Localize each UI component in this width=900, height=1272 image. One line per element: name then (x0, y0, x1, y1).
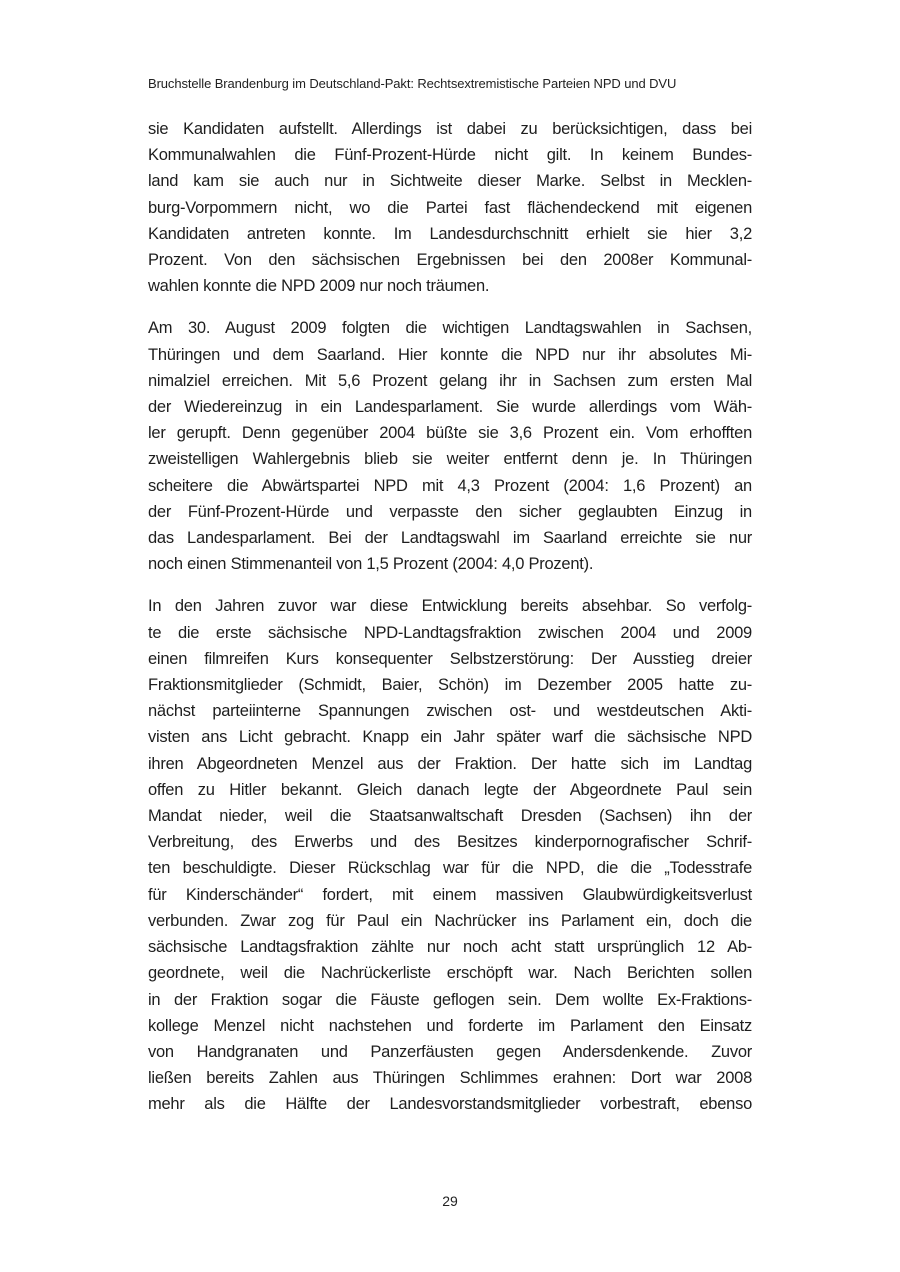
text-line: geordnete, weil die Nachrückerliste erschöpft war. Nach Berichten sollen (148, 964, 752, 983)
text-line: mehr als die Hälfte der Landesvorstandsmitglieder vorbestraft, ebenso (148, 1095, 752, 1114)
text-line: sie Kandidaten aufstellt. Allerdings ist dabei zu berücksichtigen, dass bei (148, 120, 752, 138)
text-line: Prozent. Von den sächsischen Ergebnissen bei den 2008er Kommunal- (148, 251, 752, 270)
text-line: der Wiedereinzug in ein Landesparlament. Sie wurde allerdings vom Wäh- (148, 398, 752, 417)
text-line: für Kinderschänder“ fordert, mit einem massiven Glaubwürdigkeitsverlust (148, 885, 752, 904)
text-line: ließen bereits Zahlen aus Thüringen Schlimmes erahnen: Dort war 2008 (148, 1069, 752, 1088)
text-line: visten ans Licht gebracht. Knapp ein Jahr später warf die sächsische NPD (148, 728, 752, 747)
text-line: scheitere die Abwärtspartei NPD mit 4,3 Prozent (2004: 1,6 Prozent) an (148, 476, 752, 495)
text-line: In den Jahren zuvor war diese Entwicklung bereits absehbar. So verfolg- (148, 597, 752, 616)
text-line: der Fünf-Prozent-Hürde und verpasste den sicher geglaubten Einzug in (148, 502, 752, 521)
text-line: einen filmreifen Kurs konsequenter Selbstzerstörung: Der Ausstieg dreier (148, 649, 752, 668)
paragraph-1 (148, 116, 752, 299)
text-line: verbunden. Zwar zog für Paul ein Nachrücker ins Parlament ein, doch die (148, 911, 752, 930)
text-line: Mandat nieder, weil die Staatsanwaltschaft Dresden (Sachsen) ihn der (148, 807, 752, 826)
body-text (148, 116, 752, 1134)
text-line: Kandidaten antreten konnte. Im Landesdurchschnitt erhielt sie hier 3,2 (148, 224, 752, 243)
text-line: te die erste sächsische NPD-Landtagsfraktion zwischen 2004 und 2009 (148, 623, 752, 642)
text-line: kollege Menzel nicht nachstehen und forderte im Parlament den Einsatz (148, 1016, 752, 1035)
page-number: 29 (442, 1193, 458, 1209)
text-line: Thüringen und dem Saarland. Hier konnte die NPD nur ihr absolutes Mi- (148, 345, 752, 364)
text-line: burg-Vorpommern nicht, wo die Partei fast flächendeckend mit eigenen (148, 198, 752, 217)
text-line: Verbreitung, des Erwerbs und des Besitzes kinderpornografischer Schrif- (148, 833, 752, 852)
running-header: Bruchstelle Brandenburg im Deutschland-Pakt: Rechtsextremistische Parteien NPD und DVU (148, 76, 677, 91)
text-line: ten beschuldigte. Dieser Rückschlag war für die NPD, die die „Todesstrafe (148, 859, 752, 878)
text-line: nimalziel erreichen. Mit 5,6 Prozent gelang ihr in Sachsen zum ersten Mal (148, 371, 752, 390)
text-line: noch einen Stimmenanteil von 1,5 Prozent (2004: 4,0 Prozent). (148, 555, 594, 574)
text-line: das Landesparlament. Bei der Landtagswahl im Saarland erreichte sie nur (148, 529, 752, 548)
paragraph-3 (148, 593, 752, 1117)
text-line: von Handgranaten und Panzerfäusten gegen Andersdenkende. Zuvor (148, 1042, 752, 1061)
text-line: offen zu Hitler bekannt. Gleich danach legte der Abgeordnete Paul sein (148, 780, 752, 799)
text-line: wahlen konnte die NPD 2009 nur noch träumen. (148, 277, 490, 296)
text-line: in der Fraktion sogar die Fäuste geflogen sein. Dem wollte Ex-Fraktions- (148, 990, 752, 1009)
paragraph-2 (148, 315, 752, 577)
text-line: Fraktionsmitglieder (Schmidt, Baier, Schön) im Dezember 2005 hatte zu- (148, 676, 752, 695)
text-line: zweistelligen Wahlergebnis blieb sie weiter entfernt denn je. In Thüringen (148, 450, 752, 469)
text-line: nächst parteiinterne Spannungen zwischen ost- und westdeutschen Akti- (148, 702, 752, 721)
text-line: ihren Abgeordneten Menzel aus der Fraktion. Der hatte sich im Landtag (148, 754, 752, 773)
text-line: ler gerupft. Denn gegenüber 2004 büßte sie 3,6 Prozent ein. Vom erhofften (148, 424, 752, 443)
text-line: sächsische Landtagsfraktion zählte nur noch acht statt ursprünglich 12 Ab- (148, 938, 752, 957)
text-line: land kam sie auch nur in Sichtweite dieser Marke. Selbst in Mecklen- (148, 172, 752, 191)
text-line: Kommunalwahlen die Fünf-Prozent-Hürde nicht gilt. In keinem Bundes- (148, 146, 752, 165)
text-line: Am 30. August 2009 folgten die wichtigen Landtagswahlen in Sachsen, (148, 319, 752, 338)
